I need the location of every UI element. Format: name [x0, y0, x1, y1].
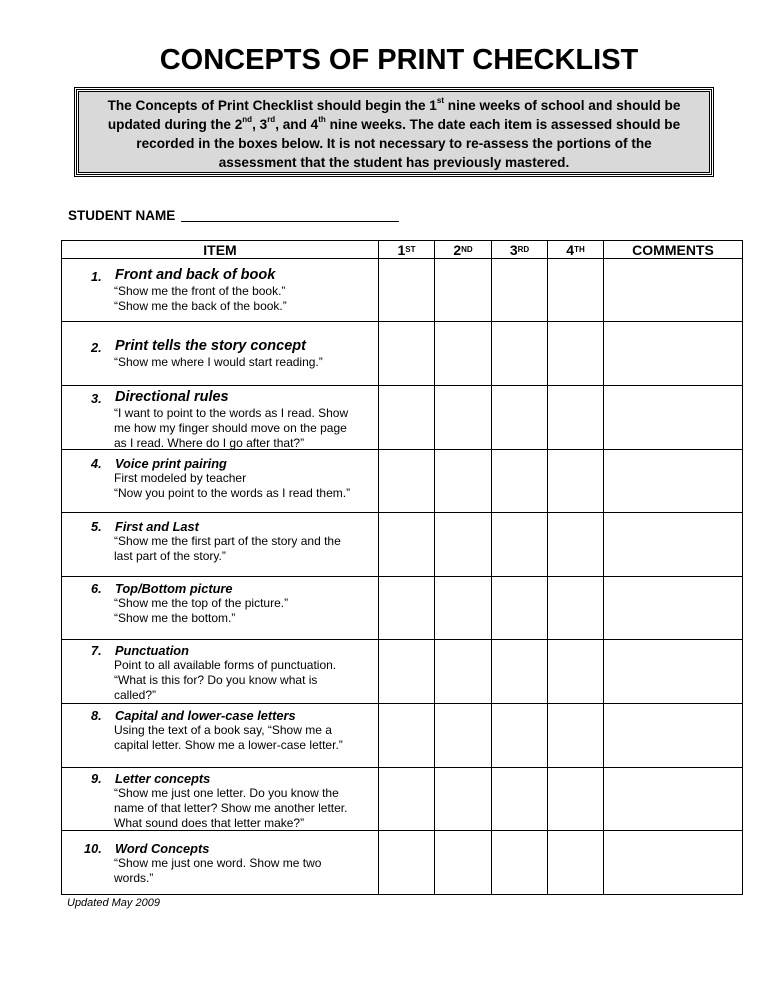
item-cell: [62, 386, 379, 450]
item-title: Top/Bottom picture: [115, 581, 233, 596]
item-cell: [62, 513, 379, 577]
prompt-line: Using the text of a book say, “Show me a: [114, 723, 332, 737]
item-prompt: [114, 856, 376, 886]
q4-date-cell[interactable]: [548, 704, 604, 768]
prompt-line: words.”: [114, 870, 154, 885]
comments-cell[interactable]: [604, 768, 743, 831]
table-row: [62, 704, 743, 768]
q2-date-cell[interactable]: [435, 640, 492, 704]
item-number: 7.: [91, 643, 102, 658]
prompt-line: “Show me the back of the book.”: [114, 298, 287, 313]
student-name-label: STUDENT NAME: [68, 208, 176, 223]
prompt-line: “Show me just one letter. Do you know the: [114, 786, 339, 800]
prompt-line: “Show me the first part of the story and the: [114, 534, 341, 548]
q3-date-cell[interactable]: [492, 322, 548, 386]
q4-date-cell[interactable]: [548, 386, 604, 450]
header-comments: COMMENTS: [604, 241, 743, 259]
updated-note: Updated May 2009: [67, 897, 160, 909]
q1-date-cell[interactable]: [379, 577, 435, 640]
q4-date-cell[interactable]: [548, 768, 604, 831]
q1-date-cell[interactable]: [379, 640, 435, 704]
prompt-line: “Show me the bottom.”: [114, 610, 236, 625]
item-number: 4.: [91, 456, 102, 471]
student-name-field[interactable]: [68, 208, 399, 223]
item-prompt: [114, 658, 376, 702]
item-prompt: [114, 355, 376, 370]
item-number: 5.: [91, 519, 102, 534]
table-row: [62, 831, 743, 895]
q3-date-cell[interactable]: [492, 259, 548, 322]
header-q4: 4TH: [548, 241, 604, 259]
item-cell: [62, 259, 379, 322]
table-row: [62, 259, 743, 322]
q2-date-cell[interactable]: [435, 704, 492, 768]
prompt-line: last part of the story.”: [114, 548, 226, 563]
instructions-box: [74, 87, 714, 177]
item-number: 10.: [84, 841, 102, 856]
q1-date-cell[interactable]: [379, 831, 435, 895]
q3-date-cell[interactable]: [492, 704, 548, 768]
prompt-line: “Show me the top of the picture.”: [114, 596, 289, 610]
comments-cell[interactable]: [604, 259, 743, 322]
prompt-line: First modeled by teacher: [114, 471, 247, 485]
q1-date-cell[interactable]: [379, 259, 435, 322]
q3-date-cell[interactable]: [492, 450, 548, 513]
q2-date-cell[interactable]: [435, 259, 492, 322]
item-number: 3.: [91, 390, 102, 406]
item-cell: [62, 831, 379, 895]
item-title: Directional rules: [115, 389, 229, 405]
item-cell: [62, 450, 379, 513]
item-cell: [62, 640, 379, 704]
q1-date-cell[interactable]: [379, 450, 435, 513]
prompt-line: “Show me the front of the book.”: [114, 284, 286, 298]
item-title: Word Concepts: [115, 841, 210, 856]
table-row: [62, 768, 743, 831]
prompt-line: called?”: [114, 687, 157, 702]
q1-date-cell[interactable]: [379, 513, 435, 577]
item-number: 9.: [91, 771, 102, 786]
q2-date-cell[interactable]: [435, 577, 492, 640]
prompt-line: me how my finger should move on the page: [114, 420, 347, 435]
q3-date-cell[interactable]: [492, 768, 548, 831]
q3-date-cell[interactable]: [492, 386, 548, 450]
item-prompt: [114, 534, 376, 564]
item-cell: [62, 577, 379, 640]
header-q3: 3RD: [492, 241, 548, 259]
table-row: [62, 577, 743, 640]
item-prompt: [114, 284, 376, 314]
header-q2: 2ND: [435, 241, 492, 259]
q2-date-cell[interactable]: [435, 450, 492, 513]
q2-date-cell[interactable]: [435, 322, 492, 386]
prompt-line: “I want to point to the words as I read. Show: [114, 406, 349, 420]
item-title: Punctuation: [115, 643, 189, 658]
header-q1: 1ST: [379, 241, 435, 259]
item-prompt: [114, 596, 376, 626]
student-name-line[interactable]: [181, 221, 399, 222]
prompt-line: as I read. Where do I go after that?”: [114, 435, 305, 450]
q2-date-cell[interactable]: [435, 768, 492, 831]
prompt-line: name of that letter? Show me another letter.: [114, 800, 348, 815]
q4-date-cell[interactable]: [548, 640, 604, 704]
item-title: Letter concepts: [115, 771, 211, 786]
q1-date-cell[interactable]: [379, 704, 435, 768]
item-prompt: [114, 471, 376, 501]
item-cell: [62, 322, 379, 386]
header-row: [62, 241, 743, 259]
table-row: [62, 322, 743, 386]
comments-cell[interactable]: [604, 577, 743, 640]
item-title: Voice print pairing: [115, 456, 227, 471]
q4-date-cell[interactable]: [548, 577, 604, 640]
item-title: First and Last: [115, 519, 199, 534]
header-item: ITEM: [62, 241, 379, 259]
comments-cell[interactable]: [604, 322, 743, 386]
table-row: [62, 513, 743, 577]
prompt-line: “Now you point to the words as I read them.”: [114, 485, 351, 500]
q2-date-cell[interactable]: [435, 386, 492, 450]
item-number: 6.: [91, 581, 102, 596]
q1-date-cell[interactable]: [379, 386, 435, 450]
q4-date-cell[interactable]: [548, 831, 604, 895]
q4-date-cell[interactable]: [548, 513, 604, 577]
prompt-line: “What is this for? Do you know what is: [114, 672, 318, 687]
q3-date-cell[interactable]: [492, 640, 548, 704]
q4-date-cell[interactable]: [548, 450, 604, 513]
prompt-line: What sound does that letter make?”: [114, 815, 305, 830]
prompt-line: “Show me where I would start reading.”: [114, 355, 323, 369]
q4-date-cell[interactable]: [548, 322, 604, 386]
item-number: 2.: [91, 339, 102, 355]
table-row: [62, 640, 743, 704]
comments-cell[interactable]: [604, 450, 743, 513]
instructions-text: The Concepts of Print Checklist should begin the 1st nine weeks of school and should be updated during the 2nd, 3rd, and 4th nine weeks. The date each item is assessed should be recorded in the boxes below. It is not necessary to re-assess the portions of the assessment that the student has previously mastered.: [78, 91, 710, 173]
q3-date-cell[interactable]: [492, 831, 548, 895]
checklist-table: [61, 240, 743, 895]
q3-date-cell[interactable]: [492, 513, 548, 577]
q1-date-cell[interactable]: [379, 768, 435, 831]
comments-cell[interactable]: [604, 386, 743, 450]
q3-date-cell[interactable]: [492, 577, 548, 640]
comments-cell[interactable]: [604, 831, 743, 895]
item-number: 8.: [91, 708, 102, 723]
comments-cell[interactable]: [604, 704, 743, 768]
item-title: Front and back of book: [115, 267, 276, 283]
comments-cell[interactable]: [604, 640, 743, 704]
comments-cell[interactable]: [604, 513, 743, 577]
prompt-line: Point to all available forms of punctuation.: [114, 658, 337, 672]
item-prompt: [114, 786, 376, 830]
q2-date-cell[interactable]: [435, 513, 492, 577]
table-row: [62, 450, 743, 513]
item-title: Print tells the story concept: [115, 338, 306, 354]
q2-date-cell[interactable]: [435, 831, 492, 895]
table-row: [62, 386, 743, 450]
item-cell: [62, 704, 379, 768]
q1-date-cell[interactable]: [379, 322, 435, 386]
prompt-line: capital letter. Show me a lower-case letter.”: [114, 737, 343, 752]
prompt-line: “Show me just one word. Show me two: [114, 856, 322, 870]
q4-date-cell[interactable]: [548, 259, 604, 322]
item-title: Capital and lower-case letters: [115, 708, 296, 723]
item-prompt: [114, 723, 376, 753]
item-cell: [62, 768, 379, 831]
page-title: CONCEPTS OF PRINT CHECKLIST: [159, 44, 639, 76]
item-prompt: [114, 406, 376, 450]
item-number: 1.: [91, 268, 102, 284]
